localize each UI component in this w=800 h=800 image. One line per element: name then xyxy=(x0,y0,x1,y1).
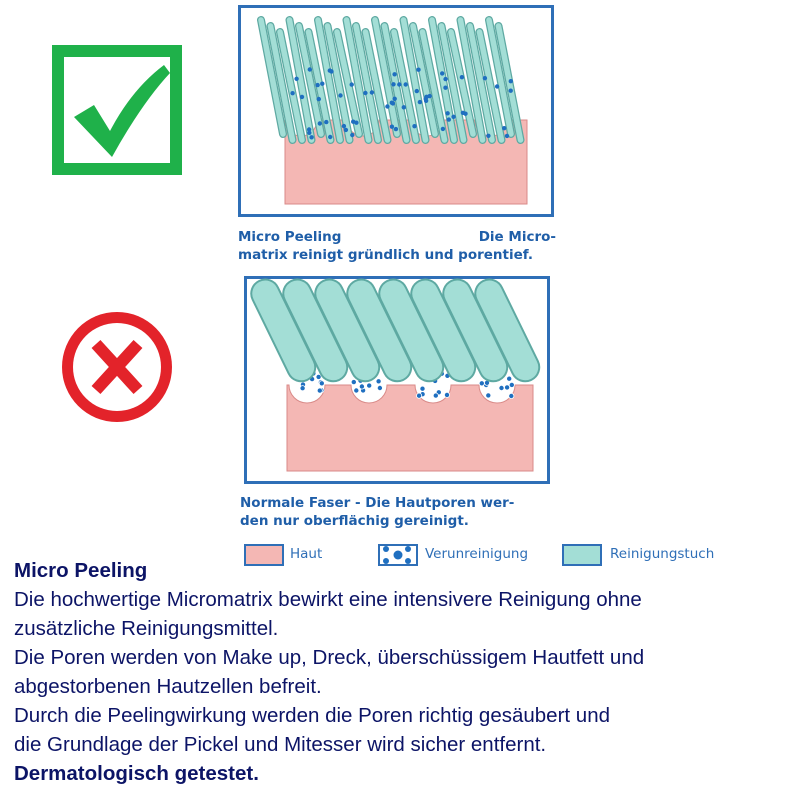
dirt-particle xyxy=(402,105,406,109)
dirt-particle xyxy=(412,124,416,128)
normal-fiber-diagram xyxy=(247,279,547,481)
dirt-particle xyxy=(377,385,382,390)
dirt-particle xyxy=(447,117,451,121)
legend-label-cloth: Reinigungstuch xyxy=(610,546,715,562)
dirt-particle xyxy=(509,79,513,83)
dirt-particle xyxy=(417,393,422,398)
skin-layer xyxy=(287,385,533,471)
dirt-particle xyxy=(328,135,332,139)
dirt-particle xyxy=(443,86,447,90)
dirt-particle xyxy=(385,104,389,108)
dirt-particle xyxy=(342,124,346,128)
dirt-particle xyxy=(338,93,342,97)
dirt-particle xyxy=(309,135,313,139)
dirt-particle xyxy=(505,385,510,390)
dirt-particle xyxy=(370,90,374,94)
dirt-particle xyxy=(324,120,328,124)
dirt-particle xyxy=(300,386,305,391)
dirt-particle xyxy=(318,121,322,125)
dirt-particle xyxy=(367,383,372,388)
dirt-particle xyxy=(415,89,419,93)
dirt-particle xyxy=(397,82,401,86)
dirt-particle xyxy=(317,388,322,393)
dirt-particle xyxy=(495,84,499,88)
dirt-particle xyxy=(502,126,506,130)
dirt-particle xyxy=(461,111,465,115)
normal-fiber-caption-line2: den nur oberflächig gereinigt. xyxy=(240,513,469,529)
dirt-particle xyxy=(483,76,487,80)
dirt-particle xyxy=(444,392,449,397)
dirt-particle xyxy=(424,99,428,103)
dirt-particle xyxy=(499,385,504,390)
checkmark-badge xyxy=(52,45,182,175)
description-title: Micro Peeling xyxy=(14,559,148,582)
dirt-particle xyxy=(392,72,396,76)
microfiber-caption-right: Die Micro- xyxy=(478,229,556,245)
dirt-particle xyxy=(315,83,319,87)
dirt-particle xyxy=(350,82,354,86)
dirt-particle xyxy=(320,82,324,86)
dirt-particle xyxy=(433,393,438,398)
dirt-particle xyxy=(300,95,304,99)
description-footer: Dermatologisch getestet. xyxy=(14,762,259,785)
microfiber-caption-left: Micro Peeling xyxy=(238,229,342,245)
checkmark-icon xyxy=(52,45,182,175)
dirt-particle xyxy=(509,393,514,398)
dirt-particle xyxy=(460,75,464,79)
dirt-particle xyxy=(294,77,298,81)
microfiber-caption-line2: matrix reinigt gründlich und porentief. xyxy=(238,247,534,263)
dirt-particle xyxy=(443,77,447,81)
dirt-particle xyxy=(376,379,381,384)
normal-fiber-caption-line1: Normale Faser - Die Hautporen wer- xyxy=(240,495,515,511)
dirt-particle xyxy=(390,101,394,105)
dirt-particle xyxy=(509,89,513,93)
dirt-particle xyxy=(441,127,445,131)
description-line: zusätzliche Reinigungsmittel. xyxy=(14,617,279,640)
dirt-particle xyxy=(307,131,311,135)
microfiber-caption xyxy=(238,228,556,264)
dirt-particle xyxy=(354,388,359,393)
dirt-particle xyxy=(428,94,432,98)
dirt-particle xyxy=(418,100,422,104)
dirt-particle xyxy=(359,384,364,389)
normal-fiber-caption xyxy=(240,494,556,530)
dirt-particle xyxy=(319,381,324,386)
dirt-particle xyxy=(416,68,420,72)
dirt-particle xyxy=(351,120,355,124)
microfiber-group xyxy=(261,20,521,140)
microfiber-diagram-panel xyxy=(238,5,554,217)
dirt-particle xyxy=(445,111,449,115)
description-line: Die Poren werden von Make up, Dreck, überschüssigem Hautfett und xyxy=(14,646,645,669)
dirt-particle xyxy=(505,134,509,138)
dirt-particle xyxy=(290,91,294,95)
cross-badge xyxy=(62,312,172,422)
dirt-particle xyxy=(394,127,398,131)
dirt-particle xyxy=(420,386,425,391)
description-line: Durch die Peelingwirkung werden die Poren richtig gesäubert und xyxy=(14,704,610,727)
dirt-particle xyxy=(486,134,490,138)
dirt-particle xyxy=(451,115,455,119)
dirt-particle xyxy=(317,97,321,101)
dirt-particle xyxy=(308,67,312,71)
dirt-particle xyxy=(440,71,444,75)
legend-label-skin: Haut xyxy=(290,546,323,562)
dirt-particle xyxy=(363,91,367,95)
dirt-particle xyxy=(486,393,491,398)
dirt-particle xyxy=(350,133,354,137)
cross-icon xyxy=(62,312,172,422)
description xyxy=(14,556,794,788)
dirt-particle xyxy=(344,128,348,132)
dirt-particle xyxy=(479,381,484,386)
dirt-particle xyxy=(404,82,408,86)
dirt-particle xyxy=(393,97,397,101)
dirt-particle xyxy=(507,376,512,381)
description-line: abgestorbenen Hautzellen befreit. xyxy=(14,675,322,698)
description-line: Die hochwertige Micromatrix bewirkt eine intensivere Reinigung ohne xyxy=(14,588,642,611)
microfiber-diagram xyxy=(241,8,551,214)
normal-fiber-diagram-panel xyxy=(244,276,550,484)
dirt-particle xyxy=(328,68,332,72)
legend-label-dirt: Verunreinigung xyxy=(425,546,529,562)
dirt-particle xyxy=(390,125,394,129)
dirt-particle xyxy=(351,380,356,385)
dirt-particle xyxy=(391,82,395,86)
description-line: die Grundlage der Pickel und Mitesser wird sicher entfernt. xyxy=(14,733,547,756)
